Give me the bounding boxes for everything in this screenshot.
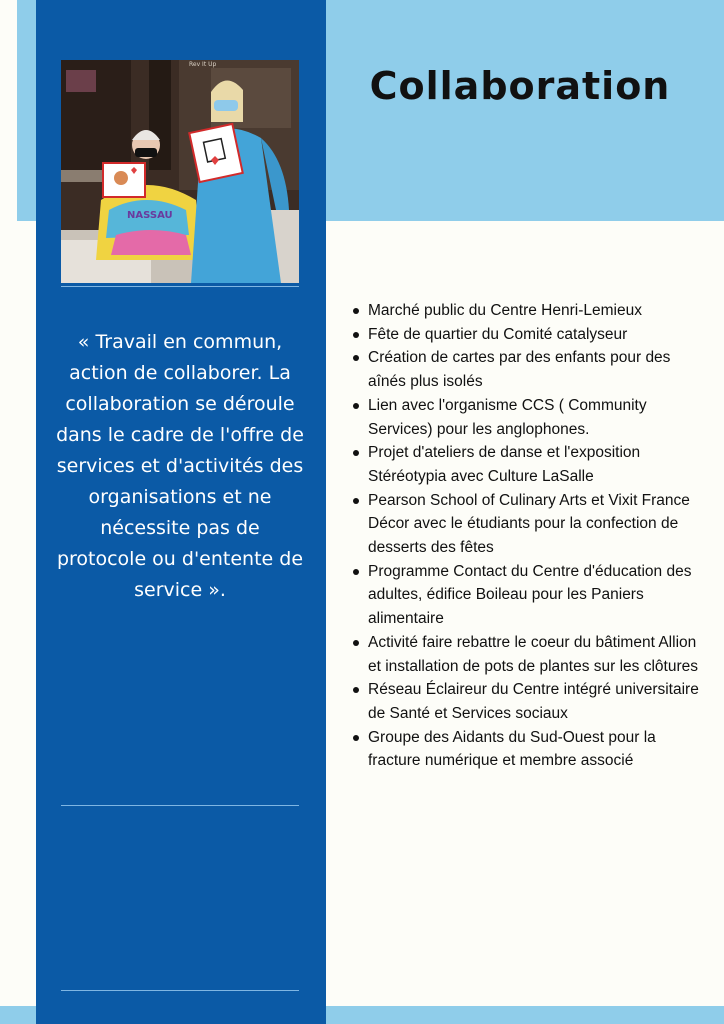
collaboration-list xyxy=(349,299,699,773)
shop-sign-text: Rev It Up xyxy=(189,61,217,68)
definition-quote: « Travail en commun, action de collaborer. La collaboration se déroule dans le cadre de l'offre de services et d'activités des organisations et ne nécessite pas de protocole ou d'entente de service ». xyxy=(56,331,304,601)
list-item: Lien avec l'organisme CCS ( Community Services) pour les anglophones. xyxy=(349,394,699,441)
divider-middle xyxy=(61,805,299,806)
list-item: Groupe des Aidants du Sud-Ouest pour la fracture numérique et membre associé xyxy=(349,726,699,773)
shirt-text: NASSAU xyxy=(127,210,173,221)
list-item: Projet d'ateliers de danse et l'exposition Stéréotypia avec Culture LaSalle xyxy=(349,441,699,488)
photo-illustration xyxy=(61,60,299,283)
divider-top xyxy=(61,286,299,287)
list-item: Programme Contact du Centre d'éducation des adultes, édifice Boileau pour les Paniers alimentaire xyxy=(349,560,699,631)
list-item: Pearson School of Culinary Arts et Vixit France Décor avec le étudiants pour la confection de desserts des fêtes xyxy=(349,489,699,560)
list-item: Création de cartes par des enfants pour des aînés plus isolés xyxy=(349,346,699,393)
collaboration-photo xyxy=(61,60,299,283)
list-item: Activité faire rebattre le coeur du bâtiment Allion et installation de pots de plantes sur les clôtures xyxy=(349,631,699,678)
divider-bottom xyxy=(61,990,299,991)
list-item: Réseau Éclaireur du Centre intégré universitaire de Santé et Services sociaux xyxy=(349,678,699,725)
list-item: Marché public du Centre Henri-Lemieux xyxy=(349,299,699,323)
page-title: Collaboration xyxy=(369,64,671,108)
list-item: Fête de quartier du Comité catalyseur xyxy=(349,323,699,347)
